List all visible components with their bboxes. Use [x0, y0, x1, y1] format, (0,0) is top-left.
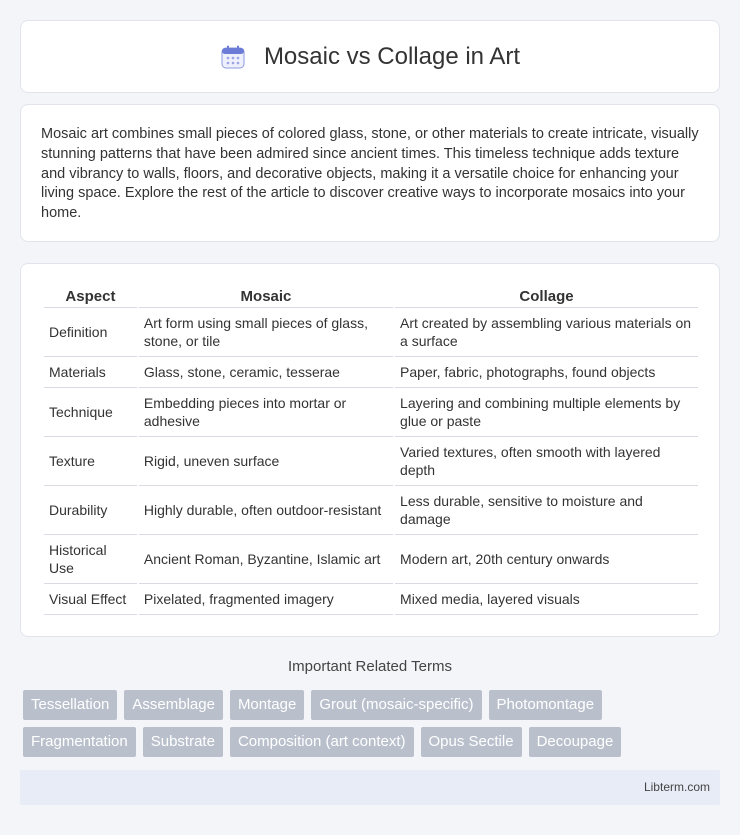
tag-composition[interactable]: Composition (art context) [230, 727, 414, 757]
footer-site-link[interactable]: Libterm.com [643, 780, 710, 794]
tag-assemblage[interactable]: Assemblage [124, 690, 223, 720]
table-header-row [44, 284, 698, 308]
cell-aspect: Texture [44, 437, 137, 486]
cell-collage: Modern art, 20th century onwards [395, 535, 698, 584]
cell-mosaic: Rigid, uneven surface [139, 437, 393, 486]
cell-mosaic: Pixelated, fragmented imagery [139, 584, 393, 615]
comparison-card [20, 263, 720, 637]
tag-row [23, 690, 723, 720]
cell-collage: Less durable, sensitive to moisture and damage [395, 486, 698, 535]
header-card [20, 20, 720, 93]
page-title: Mosaic vs Collage in Art [263, 42, 521, 70]
tag-opus-sectile[interactable]: Opus Sectile [421, 727, 522, 757]
cell-aspect: Historical Use [44, 535, 137, 584]
calendar-icon [220, 44, 246, 70]
table-row [44, 388, 698, 437]
tag-tessellation[interactable]: Tessellation [23, 690, 117, 720]
tag-decoupage[interactable]: Decoupage [529, 727, 622, 757]
cell-mosaic: Embedding pieces into mortar or adhesive [139, 388, 393, 437]
table-row [44, 535, 698, 584]
table-row [44, 437, 698, 486]
footer [20, 770, 720, 805]
cell-aspect: Durability [44, 486, 137, 535]
cell-mosaic: Art form using small pieces of glass, stone, or tile [139, 308, 393, 357]
cell-collage: Varied textures, often smooth with layered depth [395, 437, 698, 486]
tag-photomontage[interactable]: Photomontage [489, 690, 603, 720]
table-row [44, 357, 698, 388]
cell-mosaic: Glass, stone, ceramic, tesserae [139, 357, 393, 388]
cell-collage: Mixed media, layered visuals [395, 584, 698, 615]
header-aspect: Aspect [44, 284, 137, 308]
cell-aspect: Definition [44, 308, 137, 357]
tag-grout[interactable]: Grout (mosaic-specific) [311, 690, 481, 720]
header-mosaic: Mosaic [139, 284, 393, 308]
tag-fragmentation[interactable]: Fragmentation [23, 727, 136, 757]
tag-substrate[interactable]: Substrate [143, 727, 223, 757]
related-terms-title: Important Related Terms [288, 658, 452, 675]
intro-paragraph: Mosaic art combines small pieces of colored glass, stone, or other materials to create intricate, visually stunning patterns that have been admired since ancient times. This timeless technique adds texture and vibrancy to walls, floors, and decorative objects, making it a versatile choice for enhancing your living space. Explore the rest of the article to discover creative ways to incorporate mosaics into your home. [41, 126, 699, 222]
table-row [44, 486, 698, 535]
cell-aspect: Visual Effect [44, 584, 137, 615]
tag-montage[interactable]: Montage [230, 690, 304, 720]
cell-collage: Art created by assembling various materials on a surface [395, 308, 698, 357]
table-row [44, 308, 698, 357]
cell-mosaic: Highly durable, often outdoor-resistant [139, 486, 393, 535]
header-collage: Collage [395, 284, 698, 308]
cell-mosaic: Ancient Roman, Byzantine, Islamic art [139, 535, 393, 584]
related-terms [23, 690, 723, 764]
cell-collage: Layering and combining multiple elements by glue or paste [395, 388, 698, 437]
cell-aspect: Technique [44, 388, 137, 437]
cell-aspect: Materials [44, 357, 137, 388]
comparison-table [42, 284, 700, 615]
cell-collage: Paper, fabric, photographs, found objects [395, 357, 698, 388]
table-row [44, 584, 698, 615]
intro-card [20, 104, 720, 242]
tag-row [23, 727, 723, 757]
